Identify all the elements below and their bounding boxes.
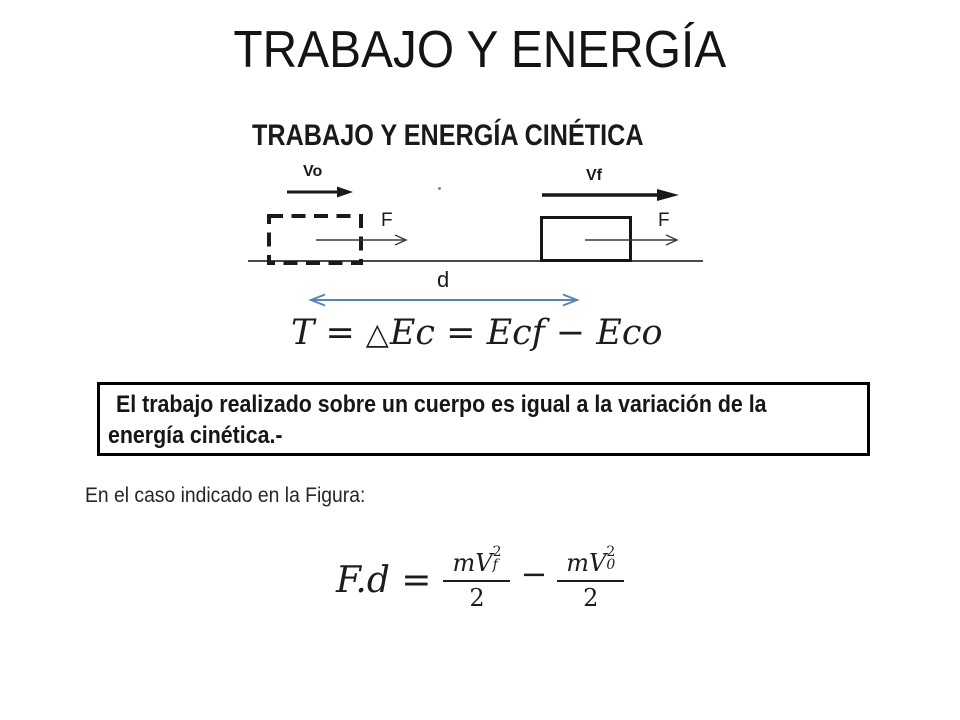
equation1-rhs: Ec = Ecf − Eco [389,313,663,353]
distance-label: d [437,267,450,292]
superscript: 2 [492,544,502,560]
initial-velocity-arrow-head [337,187,353,198]
numerator-base: mV [452,549,493,577]
subscript: 0 [606,557,616,573]
force-arrow-left-icon [316,233,408,247]
force-label-right: F [658,210,670,231]
initial-velocity-label: Vo [303,163,323,180]
section-subtitle: TRABAJO Y ENERGÍA CINÉTICA [252,119,644,152]
minus-sign: − [520,554,548,593]
supsub-stack [606,546,615,572]
equation2-lhs: F.d = [336,560,432,601]
final-kinetic-fraction [443,544,510,612]
final-velocity-arrow-head [657,189,679,201]
delta-triangle-icon: △ [365,317,389,352]
stray-dot [438,187,441,190]
statement-line-2: energía cinética.- [108,422,283,449]
superscript: 2 [606,544,616,560]
subscript: f [492,557,498,573]
force-distance-equation [336,544,624,612]
supsub-stack [493,546,502,572]
denominator: 2 [469,584,485,612]
final-velocity-label: Vf [586,167,602,184]
title-wrap [0,22,960,79]
denominator: 2 [583,584,599,612]
initial-kinetic-fraction [557,544,624,612]
equation1-lhs: T = [291,313,355,353]
statement-line-1: El trabajo realizado sobre un cuerpo es igual a la variación de la [116,391,767,418]
numerator-base: mV [566,549,607,577]
figure-caption: En el caso indicado en la Figura: [85,484,366,507]
force-label-left: F [381,210,393,231]
initial-kinetic-numerator [557,544,624,582]
final-kinetic-numerator [443,544,510,582]
page-title: TRABAJO Y ENERGÍA [233,21,727,79]
work-energy-equation [291,313,663,353]
distance-arrow-icon [301,292,587,308]
force-arrow-right-icon [585,233,679,247]
initial-velocity-arrow-icon [287,186,353,198]
final-velocity-arrow-icon [542,188,679,202]
statement-box [97,382,870,456]
